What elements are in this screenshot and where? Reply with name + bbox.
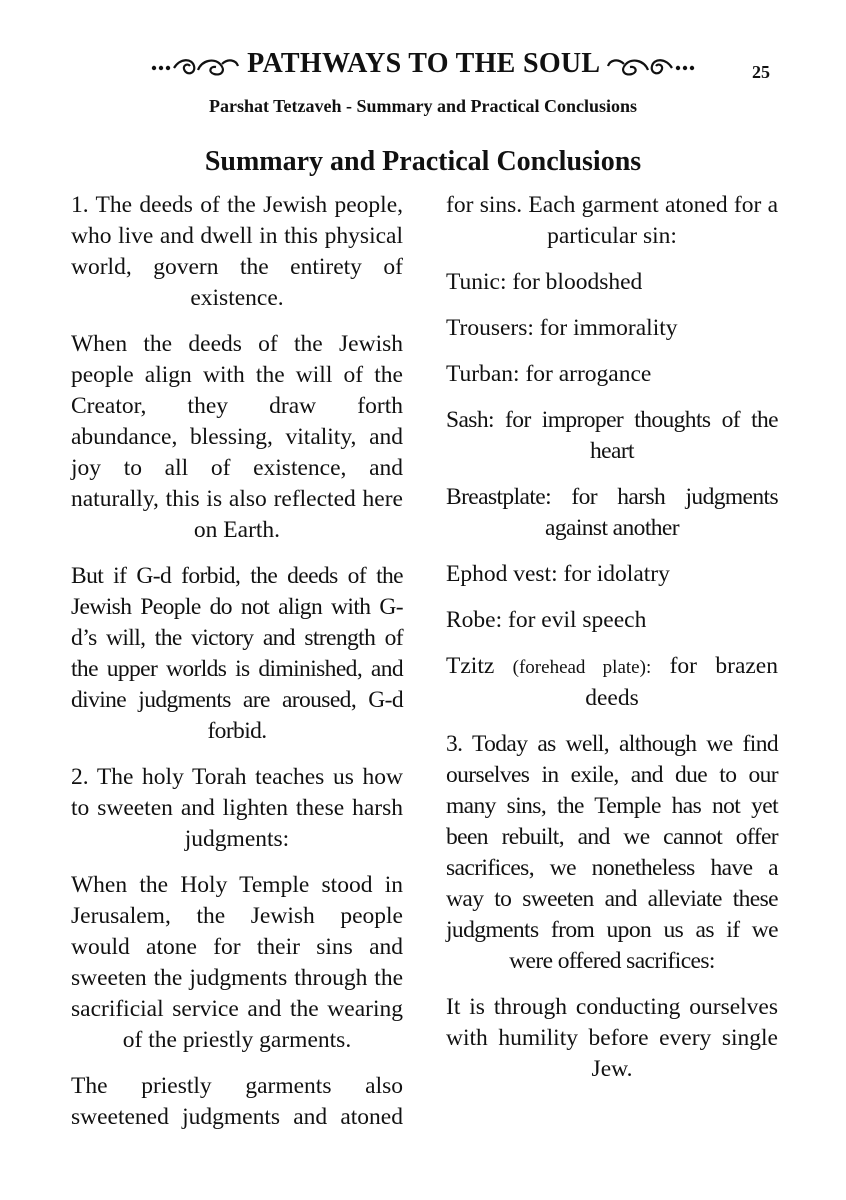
list-item: Ephod vest: for idolatry: [446, 561, 670, 587]
list-item: Trousers: for immorality: [446, 315, 678, 341]
paragraph: When the deeds of the Jewish people align with the will of the Creator, they draw forth abundance, blessing, vitality, and joy to all of existence, and naturally, this is also reflected here on Earth.: [71, 331, 403, 543]
left-column: [71, 190, 403, 1148]
paragraph: for sins. Each garment atoned for a particular sin:: [446, 192, 778, 249]
garment-sin: for brazen deeds: [585, 653, 778, 711]
section-title: Summary and Practical Conclusions: [204, 146, 642, 177]
list-item: [446, 651, 778, 714]
right-column: [446, 190, 778, 1100]
list-item: Sash: for improper thoughts of the heart: [446, 407, 778, 464]
paragraph: When the Holy Temple stood in Jerusalem, the Jewish people would atone for their sins and sweeten the judgments through the sacrificial service and the wearing of the priestly garments.: [71, 872, 403, 1053]
list-item: Tunic: for bloodshed: [446, 269, 643, 295]
paragraph: 3. Today as well, although we find ourselves in exile, and due to our many sins, the Temple has not yet been rebuilt, and we cannot offer sacrifices, we nonetheless have a way to sweeten and alleviate these judgments from upon us as if we were offered sacrifices:: [446, 731, 778, 974]
list-item: Turban: for arrogance: [446, 361, 652, 387]
paragraph: 1. The deeds of the Jewish people, who live and dwell in this physical world, govern the entirety of existence.: [71, 192, 403, 311]
garment-name: Tzitz: [446, 653, 495, 679]
garment-note: (forehead plate):: [512, 657, 652, 678]
book-title: PATHWAYS TO THE SOUL: [247, 48, 599, 79]
ornament-left-icon: [150, 54, 240, 78]
paragraph: The priestly garments also sweetened judgments and atoned: [71, 1073, 403, 1130]
page-number: 25: [752, 62, 770, 82]
ornament-right-icon: [606, 54, 696, 78]
page-header: [0, 48, 846, 92]
paragraph: It is through conducting ourselves with humility before every single Jew.: [446, 994, 778, 1082]
running-subtitle: Parshat Tetzaveh - Summary and Practical Conclusions: [208, 96, 637, 116]
list-item: Robe: for evil speech: [446, 607, 647, 633]
paragraph: 2. The holy Torah teaches us how to sweeten and lighten these harsh judgments:: [71, 764, 403, 852]
paragraph: But if G-d forbid, the deeds of the Jewish People do not align with G-d’s will, the victory and strength of the upper worlds is diminished, and divine judgments are aroused, G-d forbid.: [71, 563, 403, 744]
list-item: Breastplate: for harsh judgments against another: [446, 484, 778, 541]
